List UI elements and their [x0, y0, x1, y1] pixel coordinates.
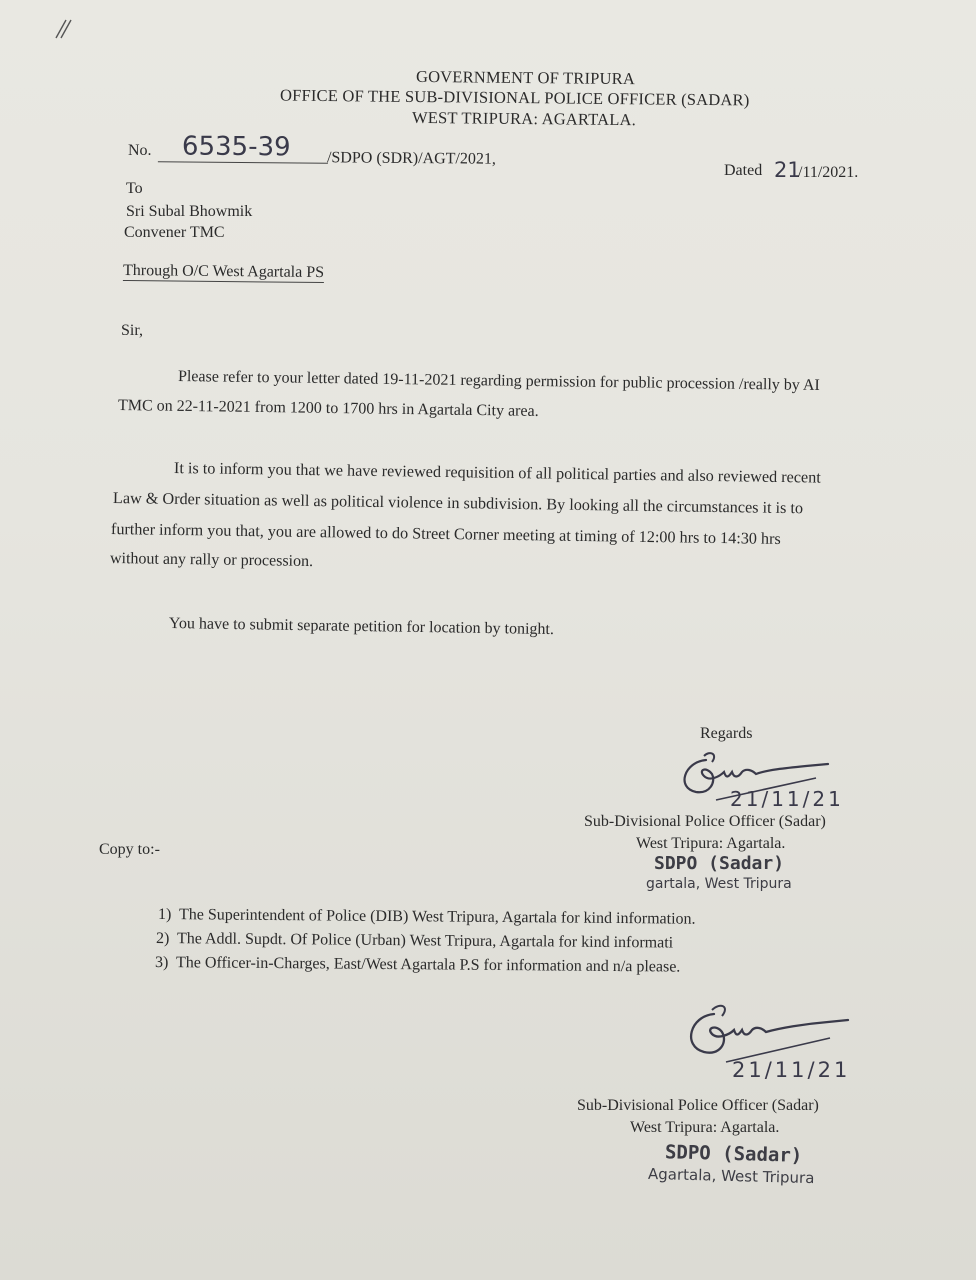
header-government: GOVERNMENT OF TRIPURA [415, 66, 636, 89]
header-office: OFFICE OF THE SUB-DIVISIONAL POLICE OFFICER (SADAR) [279, 85, 750, 110]
closing-regards: Regards [700, 725, 753, 742]
dated-day-handwritten: 21 [774, 158, 801, 182]
copy-to-item [156, 930, 673, 953]
paragraph-1-line-1: Please refer to your letter dated 19-11-2021 regarding permission for public procession /really by AI [177, 368, 820, 394]
copy-to-item-number: 1) [157, 906, 172, 924]
signature-2-date: 21/11/21 [732, 1058, 851, 1082]
paragraph-2-line-1: It is to inform you that we have reviewed requisition of all political parties and also reviewed recent [173, 459, 821, 487]
stamp-2-line-1: SDPO (Sadar) [664, 1141, 803, 1167]
addressee-through: Through O/C West Agartala PS [122, 261, 325, 282]
addressee-name: Sri Subal Bhowmik [126, 203, 253, 220]
reference-handwritten-number: 6535-39 [158, 131, 328, 163]
corner-pen-marks [52, 18, 76, 40]
copy-to-item [155, 954, 681, 977]
copy-to-label: Copy to:- [99, 841, 160, 858]
closing-designation: Sub-Divisional Police Officer (Sadar) [584, 813, 826, 830]
closing-2-designation: Sub-Divisional Police Officer (Sadar) [577, 1097, 819, 1114]
paragraph-2-line-2: Law & Order situation as well as political violence in subdivision. By looking all the circumstances it is to [112, 489, 804, 518]
reference-suffix: /SDPO (SDR)/AGT/2021, [326, 149, 496, 168]
stamp-1-line-1: SDPO (Sadar) [654, 853, 785, 874]
addressee-to: To [126, 180, 143, 197]
paragraph-3: You have to submit separate petition for location by tonight. [168, 615, 555, 639]
closing-location: West Tripura: Agartala. [636, 835, 786, 852]
copy-to-item-text: The Addl. Supdt. Of Police (Urban) West Tripura, Agartala for kind informati [176, 930, 674, 952]
copy-to-item-text: The Superintendent of Police (DIB) West Tripura, Agartala for kind information. [178, 906, 696, 928]
dated-label: Dated [724, 162, 763, 179]
stamp-1-line-2: gartala, West Tripura [646, 876, 792, 892]
dated-rest: /11/2021. [798, 164, 859, 181]
paragraph-1-line-2: TMC on 22-11-2021 from 1200 to 1700 hrs in Agartala City area. [117, 397, 539, 420]
addressee-title: Convener TMC [124, 224, 225, 241]
stamp-2-line-2: Agartala, West Tripura [647, 1164, 815, 1188]
signature-1-date: 21/11/21 [730, 787, 844, 811]
paragraph-2-line-4: without any rally or procession. [109, 550, 314, 571]
paragraph-2-line-3: further inform you that, you are allowed to do Street Corner meeting at timing of 12:00 hrs to 14:30 hrs [110, 520, 781, 548]
salutation: Sir, [121, 322, 144, 339]
copy-to-item-text: The Officer-in-Charges, East/West Agartala P.S for information and n/a please. [175, 954, 681, 976]
copy-to-item-number: 3) [154, 954, 169, 972]
copy-to-item [158, 906, 696, 929]
header-location: WEST TRIPURA: AGARTALA. [411, 107, 637, 130]
copy-to-item-number: 2) [155, 930, 170, 948]
closing-2-location: West Tripura: Agartala. [630, 1119, 780, 1136]
reference-prefix: No. [128, 142, 152, 159]
